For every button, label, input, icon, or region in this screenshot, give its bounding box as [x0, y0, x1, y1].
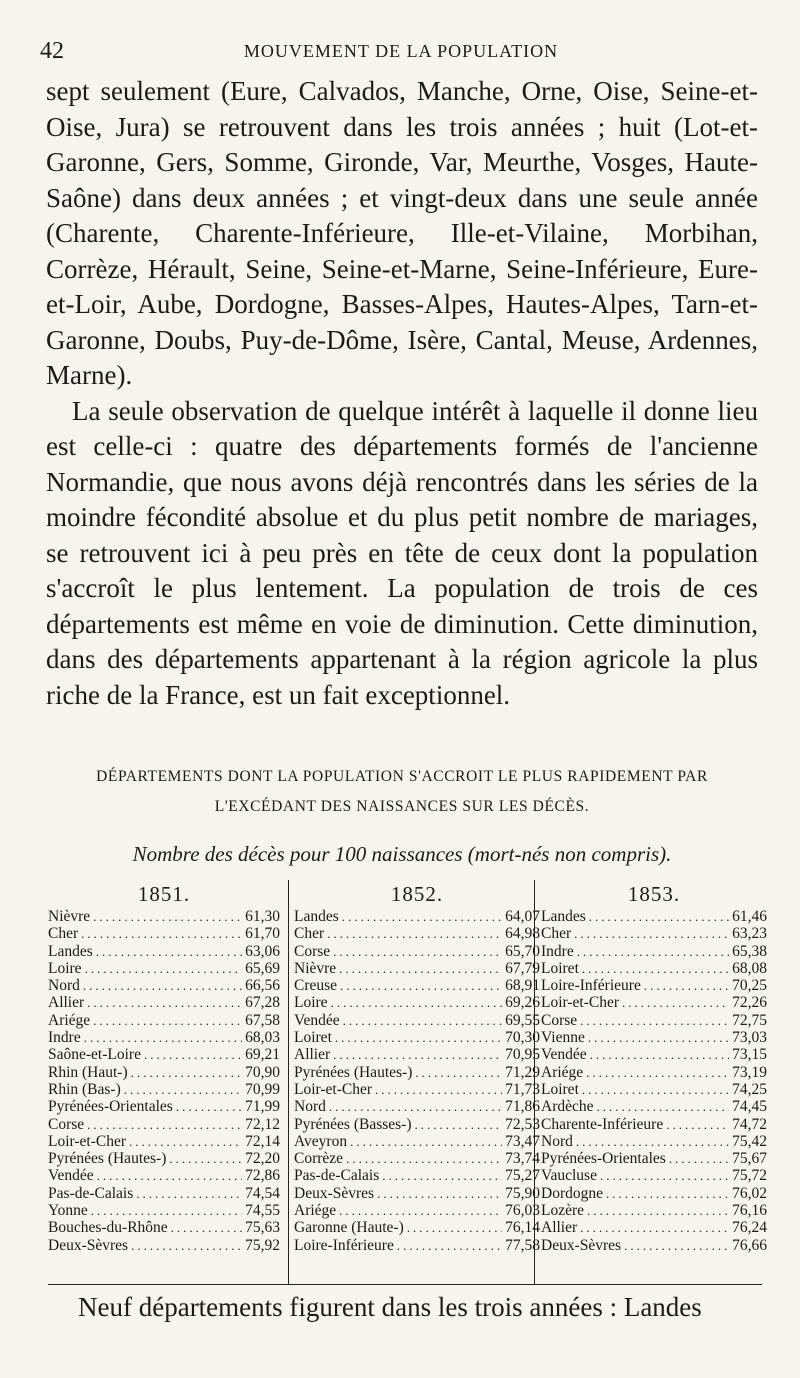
table-row: [48, 943, 280, 960]
table-row: [294, 943, 540, 960]
table-subtitle: Nombre des décès pour 100 naissances (mort-nés non compris).: [132, 842, 672, 866]
death-ratio-value: 70,99: [245, 1080, 280, 1098]
dot-leader: [582, 1081, 729, 1098]
page-number: 42: [40, 38, 64, 64]
table-row: [48, 1029, 280, 1046]
department-name: Pyrénées (Hautes-): [48, 1150, 167, 1168]
column-1853: [534, 880, 767, 1285]
death-ratio-value: 64,07: [505, 908, 540, 925]
table-row: [541, 925, 767, 942]
department-name: Nièvre: [294, 959, 337, 977]
department-name: Indre: [541, 942, 574, 960]
table-row: [541, 908, 767, 925]
dot-leader: [339, 960, 502, 977]
department-name: Pas-de-Calais: [48, 1184, 134, 1202]
table-row: [541, 1081, 767, 1098]
dot-leader: [588, 1029, 729, 1046]
dot-leader: [131, 1237, 242, 1254]
table-row: [541, 1185, 767, 1202]
death-ratio-value: 75,67: [732, 1150, 767, 1168]
death-ratio-value: 61,70: [245, 925, 280, 943]
dot-leader: [342, 908, 502, 925]
table-row: [294, 925, 540, 942]
death-ratio-value: 68,91: [505, 977, 540, 995]
dot-leader: [577, 943, 729, 960]
department-name: Dordogne: [541, 1184, 603, 1202]
dot-leader: [669, 1150, 729, 1167]
table-row: [294, 1167, 540, 1184]
dot-leader: [624, 1237, 729, 1254]
dot-leader: [87, 994, 242, 1011]
death-ratio-value: 75,42: [732, 1132, 767, 1150]
table-row: [294, 1012, 540, 1029]
department-name: Vendée: [541, 1046, 587, 1064]
department-name: Pyrénées (Hautes-): [294, 1063, 413, 1081]
table-row: [294, 994, 540, 1011]
table-row: [48, 994, 280, 1011]
department-name: Cher: [541, 925, 572, 943]
death-ratio-value: 75,72: [732, 1167, 767, 1185]
table-bottom-rule: [48, 1284, 762, 1285]
death-ratio-value: 75,63: [245, 1219, 280, 1237]
footer-text-line: Neuf départements figurent dans les trois années : Landes: [78, 1292, 702, 1322]
table-row: [541, 1219, 767, 1236]
dot-leader: [415, 1064, 502, 1081]
death-ratio-value: 74,45: [732, 1098, 767, 1116]
department-name: Ariége: [294, 1202, 337, 1220]
department-name: Indre: [48, 1029, 81, 1047]
department-name: Pyrénées-Orientales: [48, 1098, 173, 1116]
dot-leader: [580, 1012, 729, 1029]
death-ratio-value: 72,75: [732, 1011, 767, 1029]
death-ratio-value: 70,25: [732, 977, 767, 995]
dot-leader: [331, 994, 503, 1011]
dot-leader: [343, 1012, 503, 1029]
dot-leader: [582, 960, 729, 977]
paragraph-continued: sept seulement (Eure, Calvados, Manche, Orne, Oise, Seine-et-Oise, Jura) se retrouvent dans les trois années ; huit (Lot-et-Garonne, Gers, Somme, Gironde, Var, Meurthe, Vosges, Haute-Saône) dans deux années ; et vingt-deux dans une seule année (Charente, Charente-Inférieure, Ille-et-Vilaine, Morbihan, Corrèze, Hérault, Seine, Seine-et-Marne, Seine-Inférieure, Eure-et-Loir, Aube, Dordogne, Basses-Alpes, Hautes-Alpes, Tarn-et-Garonne, Doubs, Puy-de-Dôme, Isère, Cantal, Meuse, Ardennes, Marne).: [46, 76, 758, 390]
department-name: Garonne (Haute-): [294, 1219, 404, 1237]
death-ratio-value: 70,95: [505, 1046, 540, 1064]
table-row: [294, 1202, 540, 1219]
table-row: [541, 994, 767, 1011]
death-ratio-value: 63,23: [732, 925, 767, 943]
death-ratio-value: 68,03: [245, 1029, 280, 1047]
page-header: [40, 38, 762, 70]
table-row: [541, 1167, 767, 1184]
department-name: Allier: [541, 1219, 578, 1237]
department-name: Loiret: [541, 1080, 579, 1098]
year-heading: 1851.: [137, 882, 191, 906]
table-row: [48, 1150, 280, 1167]
dot-leader: [377, 1185, 502, 1202]
table-row: [541, 1237, 767, 1254]
death-ratio-value: 67,58: [245, 1011, 280, 1029]
dot-leader: [93, 908, 242, 925]
department-name: Allier: [294, 1046, 331, 1064]
dot-leader: [397, 1237, 502, 1254]
dot-leader: [97, 1167, 243, 1184]
death-ratio-value: 75,27: [505, 1167, 540, 1185]
dot-leader: [84, 1029, 242, 1046]
table-row: [48, 1012, 280, 1029]
dot-leader: [335, 1029, 502, 1046]
body-text: [46, 74, 758, 713]
department-name: Saône-et-Loire: [48, 1046, 141, 1064]
death-ratio-value: 65,70: [505, 942, 540, 960]
death-ratio-value: 76,14: [505, 1219, 540, 1237]
death-ratio-value: 75,92: [245, 1236, 280, 1254]
department-name: Loire-Inférieure: [294, 1236, 394, 1254]
death-ratio-value: 73,74: [505, 1150, 540, 1168]
department-name: Ariége: [541, 1063, 584, 1081]
table-row: [541, 1150, 767, 1167]
department-name: Loire-Inférieure: [541, 977, 641, 995]
dot-leader: [350, 1133, 502, 1150]
dot-leader: [93, 1012, 242, 1029]
table-title-line-1: DÉPARTEMENTS DONT LA POPULATION S'ACCROIT LE PLUS RAPIDEMENT PAR: [96, 768, 708, 785]
table-row: [541, 1046, 767, 1063]
column-1851: [48, 880, 280, 1285]
dot-leader: [589, 908, 729, 925]
dot-leader: [580, 1219, 729, 1236]
department-name: Loiret: [294, 1029, 332, 1047]
department-name: Rhin (Haut-): [48, 1063, 128, 1081]
dot-leader: [339, 1202, 502, 1219]
death-ratio-value: 77,58: [505, 1236, 540, 1254]
department-name: Pas-de-Calais: [294, 1167, 380, 1185]
department-name: Nord: [48, 977, 80, 995]
table-row: [48, 1116, 280, 1133]
department-name: Vendée: [48, 1167, 94, 1185]
death-ratio-value: 73,19: [732, 1063, 767, 1081]
dot-leader: [600, 1167, 729, 1184]
department-name: Vendée: [294, 1011, 340, 1029]
table-row: [541, 1133, 767, 1150]
dot-leader: [176, 1098, 242, 1115]
death-ratio-value: 76,02: [732, 1184, 767, 1202]
dot-leader: [129, 1133, 242, 1150]
table-row: [541, 1029, 767, 1046]
death-ratio-value: 61,46: [732, 908, 767, 925]
year-heading: 1853.: [627, 882, 681, 906]
table-row: [541, 960, 767, 977]
dot-leader: [83, 977, 242, 994]
department-name: Deux-Sèvres: [294, 1184, 375, 1202]
table-row: [294, 1046, 540, 1063]
dot-leader: [81, 925, 242, 942]
dot-leader: [644, 977, 729, 994]
dot-leader: [666, 1116, 729, 1133]
table-row: [48, 1098, 280, 1115]
death-ratio-value: 76,16: [732, 1202, 767, 1220]
department-name: Creuse: [294, 977, 338, 995]
death-ratio-value: 72,14: [245, 1132, 280, 1150]
table-row: [48, 925, 280, 942]
department-name: Landes: [48, 942, 93, 960]
dot-leader: [136, 1185, 242, 1202]
death-ratio-value: 74,72: [732, 1115, 767, 1133]
table-row: [294, 977, 540, 994]
dot-leader: [327, 925, 502, 942]
dot-leader: [85, 960, 243, 977]
department-name: Nièvre: [48, 908, 91, 925]
table-row: [48, 1064, 280, 1081]
dot-leader: [329, 1098, 502, 1115]
death-ratio-value: 76,03: [505, 1202, 540, 1220]
death-ratio-value: 72,12: [245, 1115, 280, 1133]
death-ratio-value: 67,79: [505, 959, 540, 977]
table-row: [48, 1237, 280, 1254]
table-row: [541, 977, 767, 994]
running-title: MOUVEMENT DE LA POPULATION: [243, 41, 559, 61]
table-row: [541, 1012, 767, 1029]
department-name: Loire: [294, 994, 328, 1012]
department-name: Loir-et-Cher: [294, 1080, 373, 1098]
dot-leader: [169, 1150, 242, 1167]
dot-leader: [597, 1098, 730, 1115]
dot-leader: [407, 1219, 502, 1236]
department-name: Nord: [294, 1098, 326, 1116]
table-row: [48, 960, 280, 977]
department-name: Bouches-du-Rhône: [48, 1219, 168, 1237]
department-name: Nord: [541, 1132, 573, 1150]
dot-leader: [606, 1185, 729, 1202]
table-row: [541, 1202, 767, 1219]
death-ratio-value: 73,47: [505, 1132, 540, 1150]
death-ratio-value: 74,54: [245, 1184, 280, 1202]
table-row: [48, 1202, 280, 1219]
table-row: [48, 1185, 280, 1202]
dot-leader: [91, 1202, 242, 1219]
department-name: Loire: [48, 959, 82, 977]
dot-leader: [96, 943, 242, 960]
department-name: Cher: [48, 925, 79, 943]
dot-leader: [171, 1219, 242, 1236]
table-row: [294, 1064, 540, 1081]
table-row: [541, 943, 767, 960]
statistics-table: [48, 880, 767, 1288]
dot-leader: [586, 1064, 729, 1081]
dot-leader: [346, 1150, 502, 1167]
table-row: [48, 1081, 280, 1098]
table-row: [48, 1219, 280, 1236]
death-ratio-value: 70,30: [505, 1029, 540, 1047]
death-ratio-value: 68,08: [732, 959, 767, 977]
death-ratio-value: 71,73: [505, 1080, 540, 1098]
department-name: Cher: [294, 925, 325, 943]
table-row: [48, 1167, 280, 1184]
table-row: [294, 1029, 540, 1046]
dot-leader: [382, 1167, 502, 1184]
dot-leader: [590, 1046, 730, 1063]
death-ratio-value: 69,21: [245, 1046, 280, 1064]
dot-leader: [333, 1046, 502, 1063]
table-row: [294, 960, 540, 977]
department-name: Corse: [294, 942, 331, 960]
department-name: Vienne: [541, 1029, 585, 1047]
table-row: [294, 1098, 540, 1115]
death-ratio-value: 72,86: [245, 1167, 280, 1185]
department-name: Charente-Inférieure: [541, 1115, 664, 1133]
department-name: Ariége: [48, 1011, 91, 1029]
dot-leader: [333, 943, 502, 960]
table-row: [541, 1064, 767, 1081]
dot-leader: [375, 1081, 502, 1098]
death-ratio-value: 70,90: [245, 1063, 280, 1081]
department-name: Deux-Sèvres: [48, 1236, 129, 1254]
department-name: Aveyron: [294, 1132, 348, 1150]
death-ratio-value: 72,26: [732, 994, 767, 1012]
table-row: [48, 1046, 280, 1063]
department-name: Vaucluse: [541, 1167, 597, 1185]
dot-leader: [574, 925, 729, 942]
dot-leader: [576, 1133, 729, 1150]
table-row: [48, 908, 280, 925]
department-name: Yonne: [48, 1202, 88, 1220]
table-row: [294, 908, 540, 925]
death-ratio-value: 74,55: [245, 1202, 280, 1220]
death-ratio-value: 65,69: [245, 959, 280, 977]
death-ratio-value: 66,56: [245, 977, 280, 995]
death-ratio-value: 76,24: [732, 1219, 767, 1237]
death-ratio-value: 65,38: [732, 942, 767, 960]
department-name: Loiret: [541, 959, 579, 977]
dot-leader: [144, 1046, 242, 1063]
table-row: [541, 1098, 767, 1115]
death-ratio-value: 71,99: [245, 1098, 280, 1116]
table-row: [294, 1237, 540, 1254]
year-heading: 1852.: [390, 882, 444, 906]
department-name: Lozère: [541, 1202, 585, 1220]
table-row: [294, 1219, 540, 1236]
department-name: Corrèze: [294, 1150, 344, 1168]
table-row: [48, 977, 280, 994]
department-name: Loir-et-Cher: [541, 994, 620, 1012]
department-name: Rhin (Bas-): [48, 1080, 121, 1098]
table-row: [294, 1185, 540, 1202]
death-ratio-value: 74,25: [732, 1080, 767, 1098]
department-name: Landes: [541, 908, 586, 925]
table-row: [294, 1081, 540, 1098]
department-name: Pyrénées-Orientales: [541, 1150, 666, 1168]
department-name: Corse: [541, 1011, 578, 1029]
dot-leader: [622, 994, 729, 1011]
department-name: Allier: [48, 994, 85, 1012]
death-ratio-value: 73,03: [732, 1029, 767, 1047]
death-ratio-value: 72,20: [245, 1150, 280, 1168]
paragraph-observation: La seule observation de quelque intérêt à laquelle il donne lieu est celle-ci : quatre des départements formés de l'ancienne Normandie, que nous avons déjà rencontrés dans les séries de la moindre fécondité absolue et du plus petit nombre de mariages, se retrouvent ici à peu près en tête de ceux dont la population s'accroît le plus lentement. La population de trois de ces départements est même en voie de diminution. Cette diminution, dans des départements appartenant à la région agricole la plus riche de la France, est un fait exceptionnel.: [46, 395, 758, 710]
table-row: [48, 1133, 280, 1150]
dot-leader: [87, 1116, 242, 1133]
dot-leader: [587, 1202, 729, 1219]
department-name: Loir-et-Cher: [48, 1132, 127, 1150]
table-row: [294, 1116, 540, 1133]
death-ratio-value: 71,29: [505, 1063, 540, 1081]
death-ratio-value: 71,86: [505, 1098, 540, 1116]
department-name: Corse: [48, 1115, 85, 1133]
department-name: Ardèche: [541, 1098, 594, 1116]
department-name: Deux-Sèvres: [541, 1236, 622, 1254]
death-ratio-value: 72,53: [505, 1115, 540, 1133]
death-ratio-value: 69,26: [505, 994, 540, 1012]
dot-leader: [340, 977, 502, 994]
death-ratio-value: 67,28: [245, 994, 280, 1012]
department-name: Pyrénées (Basses-): [294, 1115, 412, 1133]
death-ratio-value: 63,06: [245, 942, 280, 960]
death-ratio-value: 76,66: [732, 1236, 767, 1254]
dot-leader: [124, 1081, 242, 1098]
death-ratio-value: 75,90: [505, 1184, 540, 1202]
death-ratio-value: 69,55: [505, 1011, 540, 1029]
death-ratio-value: 61,30: [245, 908, 280, 925]
dot-leader: [131, 1064, 242, 1081]
table-row: [294, 1133, 540, 1150]
death-ratio-value: 64,98: [505, 925, 540, 943]
table-row: [294, 1150, 540, 1167]
column-1852: [288, 880, 540, 1285]
dot-leader: [415, 1116, 503, 1133]
death-ratio-value: 73,15: [732, 1046, 767, 1064]
table-title: [46, 762, 758, 822]
table-row: [541, 1116, 767, 1133]
department-name: Landes: [294, 908, 339, 925]
table-title-line-2: L'EXCÉDANT DES NAISSANCES SUR LES DÉCÈS.: [214, 798, 590, 815]
